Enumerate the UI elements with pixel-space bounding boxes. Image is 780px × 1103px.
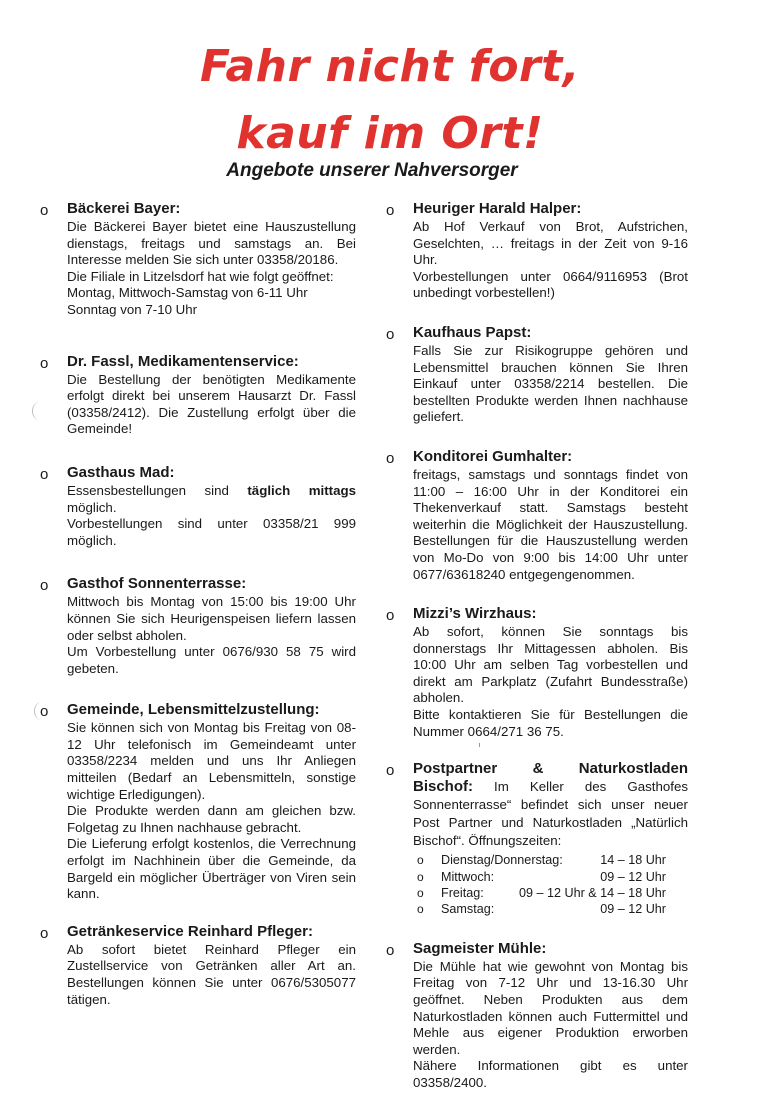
entry-name: Gasthaus Mad: (67, 463, 175, 481)
hours-day: Freitag: (441, 886, 484, 901)
entry-name: Konditorei Gumhalter: (413, 447, 573, 465)
list-item-kaufhaus-papst (386, 324, 688, 426)
hours-day: Dienstag/Donnerstag: (441, 853, 563, 868)
entry-text (413, 760, 688, 850)
opening-hours-row (413, 869, 688, 885)
hours-time: 09 – 12 Uhr (600, 869, 666, 884)
entry-text: Mittwoch bis Montag von 15:00 bis 19:00 Uhr können Sie sich Heurigenspeisen liefern lassen oder selbst abholen. (67, 594, 356, 643)
entry-body (413, 760, 688, 850)
subtitle: Angebote unserer Nahversorger (226, 160, 518, 181)
entry-text: Die Produkte werden dann am gleichen bzw. Folgetag zu Ihnen nachhause gebracht. (67, 803, 356, 835)
entry-body (67, 942, 356, 1008)
bullet: o (40, 465, 49, 483)
entry-text: Die Filiale in Litzelsdorf hat wie folgt geöffnet: (67, 268, 334, 284)
list-item-gasthaus-mad (40, 464, 356, 549)
entry-body (67, 720, 356, 903)
entry-text: Die Lieferung erfolgt kostenlos, die Verrechnung erfolgt im Nachhinein über die Gemeinde, da Bargeld ein möglicher Überträger von Viren sein kann. (67, 836, 356, 902)
entry-text: Die Mühle hat wie gewohnt von Montag bis Freitag von 7-12 Uhr und 13-16.30 Uhr geöffnet. Neben Produkten aus dem Naturkostladen können auch Futtermittel und Mehle aus eigener Produktion erworben werden. (413, 958, 688, 1057)
entry-body (413, 219, 688, 302)
entry-body (413, 467, 688, 583)
entry-text (67, 483, 356, 516)
title-line-1: Fahr nicht fort, (199, 41, 581, 92)
title-line-2: kauf im Ort! (236, 108, 544, 159)
hours-day: Mittwoch: (441, 869, 495, 884)
entry-text: Vorbestellungen sind unter 03358/21 999 möglich. (67, 516, 356, 548)
entry-text: Montag, Mittwoch-Samstag von 6-11 Uhr (67, 285, 308, 301)
entry-body (67, 372, 356, 438)
entry-body (413, 624, 688, 740)
bullet: o (386, 202, 395, 219)
entry-text: Sie können sich von Montag bis Freitag von 08-12 Uhr telefonisch im Gemeindeamt unter 03358/2234 melden und uns Ihr Anliegen mitteilen (Bedarf an Lebensmitteln, sonstige wichtige Erledigungen). (67, 720, 356, 802)
hours-time: 14 – 18 Uhr (600, 853, 666, 868)
entry-text: Um Vorbestellung unter 0676/930 58 75 wird gebeten. (67, 644, 356, 676)
list-item-mizzis-wirzhaus (386, 605, 688, 740)
entry-name: Getränkeservice Reinhard Pfleger: (67, 922, 313, 940)
right-column (386, 200, 688, 1092)
entry-text: Ab Hof Verkauf von Brot, Aufstrichen, Geselchten, … freitags in der Zeit von 9-16 Uhr. (413, 219, 688, 268)
entry-text: Vorbestellungen unter 0664/9116953 (Brot unbedingt vorbestellen!) (413, 268, 688, 301)
bullet: o (40, 577, 49, 595)
entry-text: Nähere Informationen gibt es unter 03358/2400. (413, 1058, 688, 1091)
entry-name: Heuriger Harald Halper: (413, 200, 582, 217)
entry-body (413, 959, 688, 1092)
bullet: o (386, 762, 395, 780)
entry-text: freitags, samstags und sonntags findet von 11:00 – 16:00 Uhr in der Konditorei ein Thekenverkauf statt. Samstags besteht weiterhin die Möglichkeit der Hauszustellung. Bestellungen für die Hauszustellung werden von Mo-Do von 9:00 bis 14:00 Uhr unter 0677/63618240 entgegengenommen. (413, 466, 688, 582)
bullet: o (386, 941, 395, 959)
entry-name: Sagmeister Mühle: (413, 939, 547, 957)
opening-hours-row (413, 885, 688, 901)
list-item-sagmeister-muehle (386, 940, 688, 1092)
list-item-dr-fassl (40, 353, 356, 438)
list-item-konditorei-gumhalter (386, 448, 688, 583)
entry-text: Falls Sie zur Risikogruppe gehören und Lebensmittel brauchen können Sie Ihren Einkauf unter 03358/2214 bestellen. Die bestellten Produkte werden Ihnen nachhause geliefert. (413, 342, 688, 425)
list-item-baeckerei-bayer (40, 200, 356, 319)
bullet: o (417, 853, 424, 868)
bullet: o (40, 202, 49, 219)
list-item-heuriger-halper (386, 200, 688, 302)
opening-hours-row (413, 901, 688, 917)
entry-intro: Im Keller des Gasthofes Sonnenterrasse“ befindet sich unser neuer Post Partner und Naturkostladen „Natürlich Bischof“. Öffnungszeiten: (413, 779, 688, 849)
bullet: o (386, 325, 395, 343)
list-item-getraenkeservice-pfleger (40, 923, 356, 1008)
entry-name: Postpartner & Naturkostladen Bischof: (413, 760, 688, 796)
bullet: o (386, 449, 395, 467)
entry-name: Gasthof Sonnenterrasse: (67, 575, 247, 593)
entry-body (67, 594, 356, 677)
entry-name: Dr. Fassl, Medikamentenservice: (67, 352, 299, 370)
text-fragment: möglich. (67, 499, 117, 515)
entry-text: Sonntag von 7-10 Uhr (67, 301, 198, 317)
bullet: o (40, 354, 49, 372)
entry-text: Die Bäckerei Bayer bietet eine Hauszustellung dienstags, freitags und samstags an. Bei Interesse melden Sie sich unter 03358/20186. (67, 219, 356, 268)
entry-name: Gemeinde, Lebensmittelzustellung: (67, 701, 320, 719)
hours-time: 09 – 12 Uhr (600, 902, 666, 917)
entry-text: Ab sofort bietet Reinhard Pfleger ein Zustellservice von Getränken aller Art an. Bestellungen können Sie unter 0676/5305077 tätigen. (67, 941, 356, 1007)
left-column (40, 200, 356, 1008)
text-fragment: Essensbestellungen sind (67, 482, 248, 498)
list-item-postpartner-bischof (386, 760, 688, 918)
hours-time: 09 – 12 Uhr & 14 – 18 Uhr (518, 886, 666, 901)
opening-hours-list (413, 852, 688, 918)
entry-name: Mizzi’s Wirzhaus: (413, 605, 537, 623)
entry-text: Bitte kontaktieren Sie für Bestellungen die Nummer 0664/271 36 75. (413, 707, 688, 739)
opening-hours-row (413, 852, 688, 868)
text-emphasis: täglich mittags (247, 482, 356, 498)
entry-name: Bäckerei Bayer: (67, 200, 181, 217)
entry-body (413, 343, 688, 426)
bullet: o (417, 869, 424, 884)
entry-text: Die Bestellung der benötigten Medikamente erfolgt direkt bei unserem Hausarzt Dr. Fassl (03358/2412). Die Zustellung erfolgt über die Gemeinde! (67, 371, 356, 437)
bullet: o (417, 886, 424, 901)
bullet: o (40, 924, 49, 942)
list-item-gasthof-sonnenterrasse (40, 575, 356, 677)
entry-body (67, 483, 356, 549)
entry-name: Kaufhaus Papst: (413, 323, 532, 341)
entry-text: Ab sofort, können Sie sonntags bis donnerstags Ihr Mittagessen abholen. Bis 10:00 Uhr am selben Tag vorbestellen und direkt am Parkplatz (Zufahrt Bundesstraße) abholen. (413, 624, 688, 706)
bullet: o (417, 902, 424, 917)
hours-day: Samstag: (441, 902, 495, 917)
entry-body (67, 219, 356, 319)
bullet: o (386, 607, 395, 625)
list-item-gemeinde-lebensmittelzustellung (40, 701, 356, 903)
bullet: o (40, 703, 49, 721)
